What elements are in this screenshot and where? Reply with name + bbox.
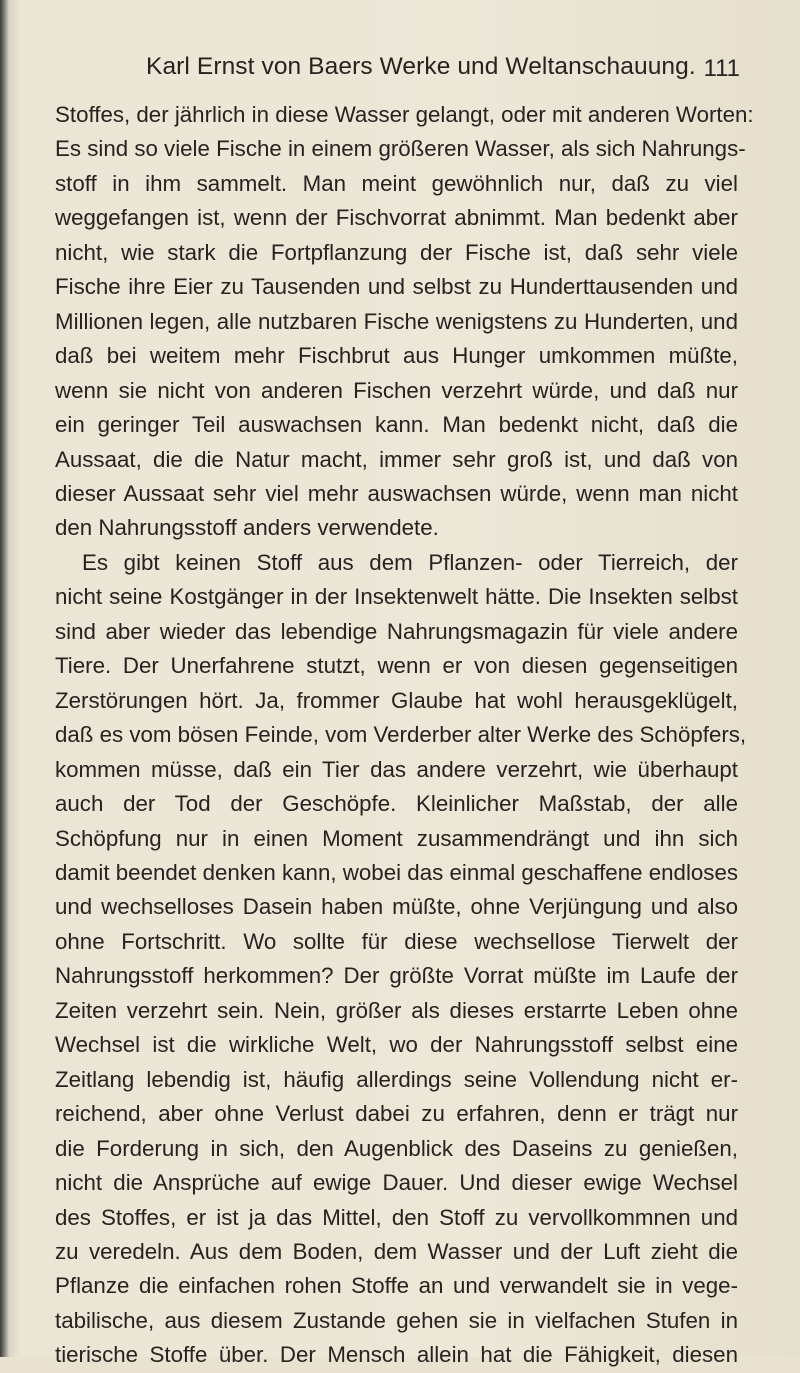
text-line: Tiere. Der Unerfahrene stutzt, wenn er von diesen gegenseitigen (55, 653, 738, 679)
text-line: nicht, wie stark die Fortpflanzung der Fische ist, daß sehr viele (55, 239, 738, 265)
text-line: Stoffes, der jährlich in diese Wasser gelangt, oder mit anderen Worten: (55, 102, 754, 127)
text-line: zu veredeln. Aus dem Boden, dem Wasser und der Luft zieht die (55, 1238, 738, 1264)
body-text (55, 98, 754, 1373)
text-line: Nahrungsstoff herkommen? Der größte Vorrat müßte im Laufe der (55, 963, 738, 989)
text-line: daß es vom bösen Feinde, vom Verderber alter Werke des Schöpfers, (55, 722, 747, 748)
text-line: Zeitlang lebendig ist, häufig allerdings seine Vollendung nicht er- (55, 1066, 738, 1092)
text-line: wenn sie nicht von anderen Fischen verzehrt würde, und daß nur (55, 377, 738, 403)
text-line: Pflanze die einfachen rohen Stoffe an und verwandelt sie in vege- (55, 1273, 738, 1299)
text-line: nicht die Ansprüche auf ewige Dauer. Und dieser ewige Wechsel (55, 1170, 738, 1196)
text-line: ein geringer Teil auswachsen kann. Man bedenkt nicht, daß die (55, 412, 738, 438)
text-line: Wechsel ist die wirkliche Welt, wo der Nahrungsstoff selbst eine (55, 1032, 738, 1058)
text-line: Schöpfung nur in einen Moment zusammendrängt und ihn sich (55, 825, 738, 851)
text-line: Fische ihre Eier zu Tausenden und selbst zu Hunderttausenden und (55, 274, 738, 300)
text-line: damit beendet denken kann, wobei das einmal geschaffene endloses (55, 859, 738, 885)
text-line: auch der Tod der Geschöpfe. Kleinlicher Maßstab, der alle (55, 791, 738, 817)
text-line: des Stoffes, er ist ja das Mittel, den Stoff zu vervollkommnen und (55, 1204, 738, 1230)
text-line: reichend, aber ohne Verlust dabei zu erfahren, denn er trägt nur (55, 1101, 738, 1127)
text-line: daß bei weitem mehr Fischbrut aus Hunger umkommen müßte, (55, 343, 738, 369)
text-line: tabilische, aus diesem Zustande gehen sie in vielfachen Stufen in (55, 1307, 738, 1333)
text-line: Es sind so viele Fische in einem größeren Wasser, als sich Nahrungs- (55, 136, 746, 162)
text-line: Millionen legen, alle nutzbaren Fische wenigstens zu Hunderten, und (55, 308, 738, 334)
text-line: stoff in ihm sammelt. Man meint gewöhnlich nur, daß zu viel (55, 170, 738, 196)
text-line: ohne Fortschritt. Wo sollte für diese wechsellose Tierwelt der (55, 928, 738, 954)
paragraph-end-line: den Nahrungsstoff anders verwendete. (55, 515, 439, 541)
text-line: und wechselloses Dasein haben müßte, ohne Verjüngung und also (55, 894, 738, 920)
text-line: kommen müsse, daß ein Tier das andere verzehrt, wie überhaupt (55, 756, 738, 782)
text-line: weggefangen ist, wenn der Fischvorrat abnimmt. Man bedenkt aber (55, 205, 738, 231)
text-line: Zeiten verzehrt sein. Nein, größer als dieses erstarrte Leben ohne (55, 997, 738, 1023)
text-line: Zerstörungen hört. Ja, frommer Glaube hat wohl herausgeklügelt, (55, 687, 738, 713)
text-line: dieser Aussaat sehr viel mehr auswachsen würde, wenn man nicht (55, 480, 738, 506)
text-line: sind aber wieder das lebendige Nahrungsmagazin für viele andere (55, 618, 738, 644)
paragraph-start-line: Es gibt keinen Stoff aus dem Pflanzen- oder Tierreich, der (82, 549, 738, 575)
page-header (40, 52, 740, 90)
running-title: Karl Ernst von Baers Werke und Weltanschauung. (146, 53, 696, 80)
text-line: nicht seine Kostgänger in der Insektenwelt hätte. Die Insekten selbst (55, 584, 738, 610)
text-line: die Forderung in sich, den Augenblick des Daseins zu genießen, (55, 1135, 738, 1161)
text-line: Aussaat, die die Natur macht, immer sehr groß ist, und daß von (55, 446, 738, 472)
page-number: 111 (703, 55, 740, 82)
text-line: tierische Stoffe über. Der Mensch allein hat die Fähigkeit, diesen (55, 1342, 738, 1368)
